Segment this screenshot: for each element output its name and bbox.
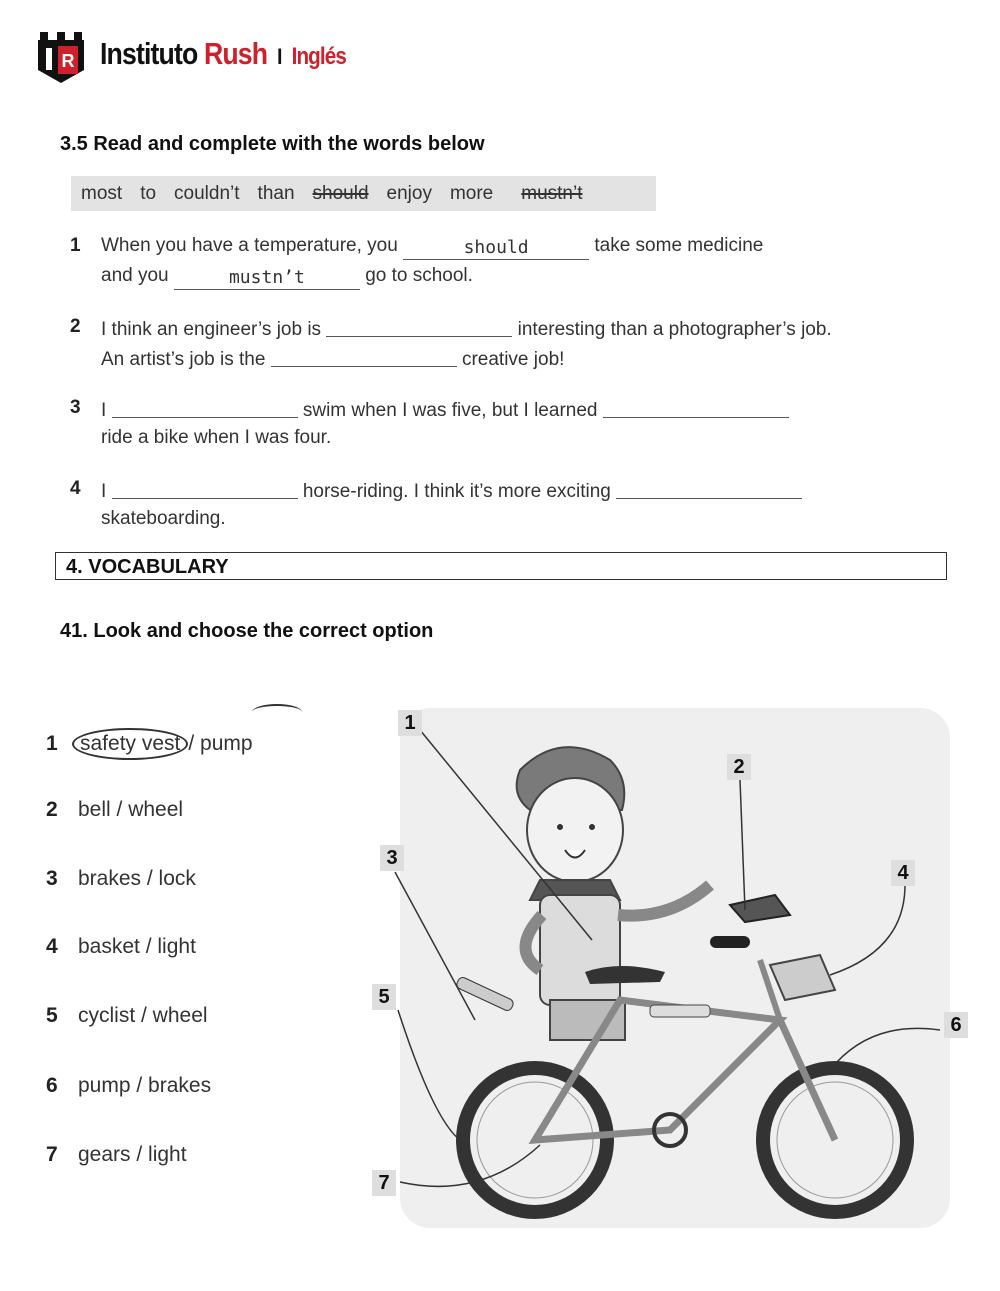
answer-blank[interactable]: should <box>403 239 589 260</box>
brand-name <box>100 36 346 72</box>
picture-label-4: 4 <box>891 860 915 886</box>
option-text[interactable]: cyclist / wheel <box>78 1004 208 1027</box>
option-2 <box>46 798 183 822</box>
answer-blank[interactable] <box>271 346 457 367</box>
option-number: 5 <box>46 1004 58 1027</box>
word-more: more <box>449 182 494 204</box>
exercise-text: swim when I was five, but I learned <box>302 400 598 421</box>
exercise-number: 3 <box>70 397 81 418</box>
option-text[interactable]: bell / wheel <box>78 798 184 821</box>
option-text[interactable]: brakes / lock <box>78 867 196 890</box>
exercise-text: I <box>101 400 107 421</box>
answer-blank[interactable] <box>326 316 512 337</box>
option-alt[interactable]: / pump <box>188 732 253 755</box>
exercise-text: take some medicine <box>594 235 764 256</box>
picture-label-5: 5 <box>372 984 396 1010</box>
exercise-text: When you have a temperature, you <box>101 235 398 256</box>
answer-blank[interactable] <box>616 478 802 499</box>
word-most: most <box>81 182 123 204</box>
brand-separator: I <box>277 44 282 69</box>
bicycle-drawing <box>360 700 960 1240</box>
option-5 <box>46 1004 208 1028</box>
option-number: 2 <box>46 798 58 821</box>
brand-part3: Inglés <box>291 43 347 70</box>
option-3 <box>46 867 196 891</box>
exercise-text: An artist’s job is the <box>101 349 266 370</box>
option-number: 7 <box>46 1143 58 1166</box>
option-text[interactable]: pump / brakes <box>78 1074 212 1097</box>
picture-label-6: 6 <box>944 1012 968 1038</box>
answer-blank[interactable] <box>112 397 298 418</box>
exercise-text: I <box>101 481 107 502</box>
option-4 <box>46 935 196 959</box>
option-7 <box>46 1143 187 1167</box>
option-number: 1 <box>46 732 58 755</box>
picture-label-1: 1 <box>398 710 422 736</box>
boy-bicycle-illustration <box>360 700 960 1240</box>
word-than: than <box>257 182 295 204</box>
section-41-title: 41. Look and choose the correct option <box>60 620 434 642</box>
brand-part2: Rush <box>203 36 268 71</box>
exercise-text: horse-riding. I think it’s more exciting <box>302 481 611 502</box>
option-number: 6 <box>46 1074 58 1097</box>
option-number: 4 <box>46 935 58 958</box>
answer-blank[interactable]: mustn’t <box>174 269 360 290</box>
answer-blank[interactable] <box>603 397 789 418</box>
picture-label-2: 2 <box>727 754 751 780</box>
exercise-text: and you <box>101 265 169 286</box>
option-number: 3 <box>46 867 58 890</box>
exercise-text: interesting than a photographer’s job. <box>517 319 832 340</box>
exercise-number: 1 <box>70 235 81 256</box>
option-text[interactable]: gears / light <box>78 1143 187 1166</box>
word-should: should <box>312 182 369 204</box>
exercise-text: creative job! <box>461 349 565 370</box>
picture-label-3: 3 <box>380 845 404 871</box>
answer-blank[interactable] <box>112 478 298 499</box>
option-text[interactable]: basket / light <box>78 935 196 958</box>
svg-text:R: R <box>61 51 75 71</box>
exercise-text: go to school. <box>365 265 473 286</box>
decorative-arc <box>252 704 302 720</box>
option-6 <box>46 1074 211 1098</box>
word-bank <box>71 176 656 211</box>
word-couldnt: couldn’t <box>174 182 240 204</box>
word-mustnt: mustn’t <box>521 182 583 204</box>
exercise-number: 2 <box>70 316 81 337</box>
institute-logo-icon <box>36 30 86 84</box>
exercise-text: I think an engineer’s job is <box>101 319 322 340</box>
circled-answer[interactable]: safety vest <box>72 728 188 760</box>
word-enjoy: enjoy <box>386 182 432 204</box>
option-1 <box>46 728 253 760</box>
exercise-text: ride a bike when I was four. <box>101 427 332 448</box>
exercise-number: 4 <box>70 478 81 499</box>
word-to: to <box>140 182 157 204</box>
exercise-text: skateboarding. <box>101 508 226 529</box>
section-35-title: 3.5 Read and complete with the words below <box>60 133 485 155</box>
vocabulary-heading: 4. VOCABULARY <box>55 552 947 580</box>
brand-part1: Instituto <box>100 36 198 71</box>
picture-label-7: 7 <box>372 1170 396 1196</box>
